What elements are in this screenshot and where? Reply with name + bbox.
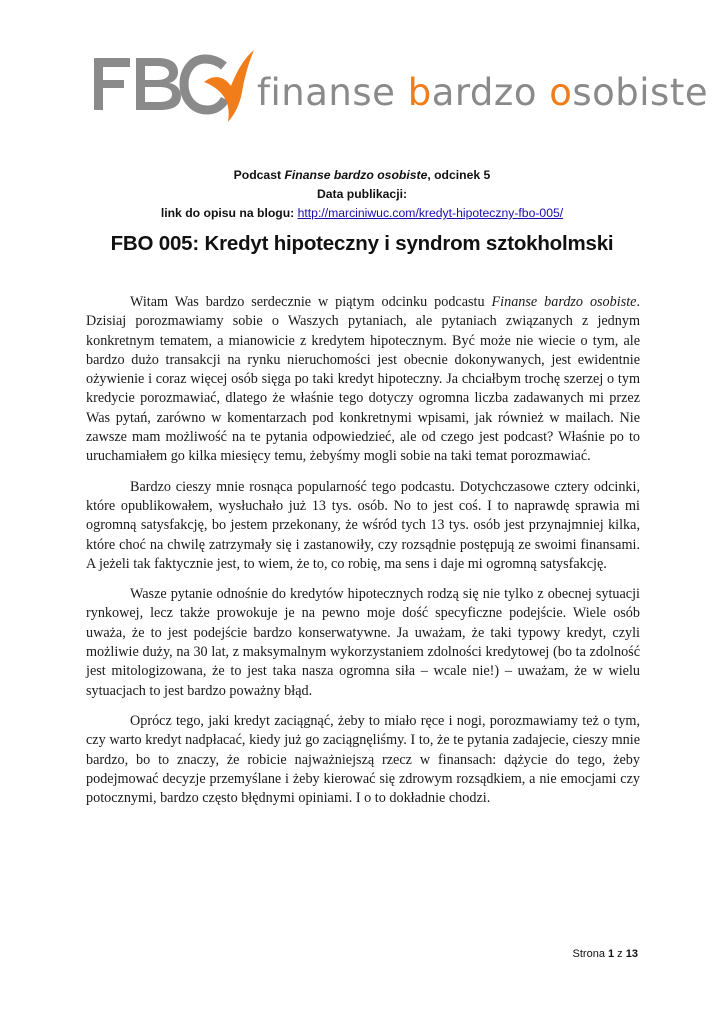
blog-link-line: link do opisu na blogu: http://marciniwuc.com/kredyt-hipoteczny-fbo-005/: [160, 206, 564, 220]
blog-link[interactable]: http://marciniwuc.com/kredyt-hipoteczny-fbo-005/: [297, 206, 564, 220]
paragraph-1: Witam Was bardzo serdecznie w piątym odcinku podcastu Finanse bardzo osobiste. Dzisiaj porozmawiamy sobie o Waszych pytaniach, ale pytaniach związanych z jednym konkretnym tematem, a mianowicie z kredytem hipotecznym. Być może nie wiecie o tym, ale bardzo dużo transakcji na rynku nieruchomości jest obecnie dokonywanych, jest ewidentnie ożywienie i coraz więcej osób sięga po taki kredyt hipoteczny. Ja chciałbym trochę szerzej o tym kredycie porozmawiać, dlatego że właśnie tego dotyczy ogromna liczba zadawanych mi przez Was pytań, zarówno w komentarzach pod konkretnymi wpisami, jak również w mailach. Nie zawsze mam możliwość na te pytania odpowiedzieć, ale od czego jest podcast? Właśnie po to uruchamiałem go kilka miesięcy temu, żebyśmy mogli sobie na taki temat porozmawiać.: [86, 294, 640, 465]
fbo-logo-graphic: [92, 44, 709, 124]
page-number: Strona 1 z 13: [572, 948, 638, 960]
logo-letter-f: [94, 58, 130, 110]
paragraph-2: Bardzo cieszy mnie rosnąca popularność tego podcastu. Dotychczasowe cztery odcinki, które opublikowałem, wysłuchało już 13 tys. osób. No to jest coś. I to naprawdę sprawia mi ogromną satysfakcję, bo jestem przekonany, że wśród tych 13 tys. osób jest przynajmniej kilka, które choć na chwilę zatrzymały się i zastanowiły, czy rozsądnie postępują ze swoimi finansami. A jeżeli tak faktycznie jest, to wiem, że to, co robię, ma sens i daje mi ogromną satysfakcję.: [86, 478, 640, 572]
paragraph-3: Wasze pytanie odnośnie do kredytów hipotecznych rodzą się nie tylko z obecnej sytuacji rynkowej, lecz także prowokuje je na pewno moje dość specyficzne podejście. Wiele osób uważa, że to jest podejście bardzo konserwatywne. Ja uważam, że taki typowy kredyt, czyli możliwie duży, na 30 lat, z maksymalnym wykorzystaniem zdolności kredytowej (bo ta zdolność jest mitologizowana, że to jest taka nasza ogromna siła – wcale nie!) – uważam, że w wielu sytuacjach to jest bardzo poważny błąd.: [86, 586, 640, 699]
document-body: [86, 293, 640, 819]
paragraph-4: Oprócz tego, jaki kredyt zaciągnąć, żeby to miało ręce i nogi, porozmawiamy też o tym, czy warto kredyt nadpłacać, kiedy już go zaciągnęliśmy. I to, że te pytania zadajecie, cieszy mnie bardzo, bo to znaczy, że robicie najważniejszą rzecz w finansach: dążycie do tego, żeby podejmować decyzje przemyślane i żeby kierować się zdrowym rozsądkiem, a nie emocjami czy potocznymi, bardzo często błędnymi opiniami. I o to dokładnie chodzi.: [86, 712, 640, 807]
logo-tagline: finanse bardzo osobiste: [257, 71, 709, 114]
publication-date-line: Data publikacji:: [316, 187, 408, 201]
logo-letter-b: [136, 58, 181, 110]
podcast-meta: [60, 166, 664, 223]
podcast-episode-line: Podcast Finanse bardzo osobiste, odcinek 5: [233, 168, 491, 182]
fbo-logo: [92, 44, 709, 124]
document-title: FBO 005: Kredyt hipoteczny i syndrom sztokholmski: [110, 232, 614, 255]
